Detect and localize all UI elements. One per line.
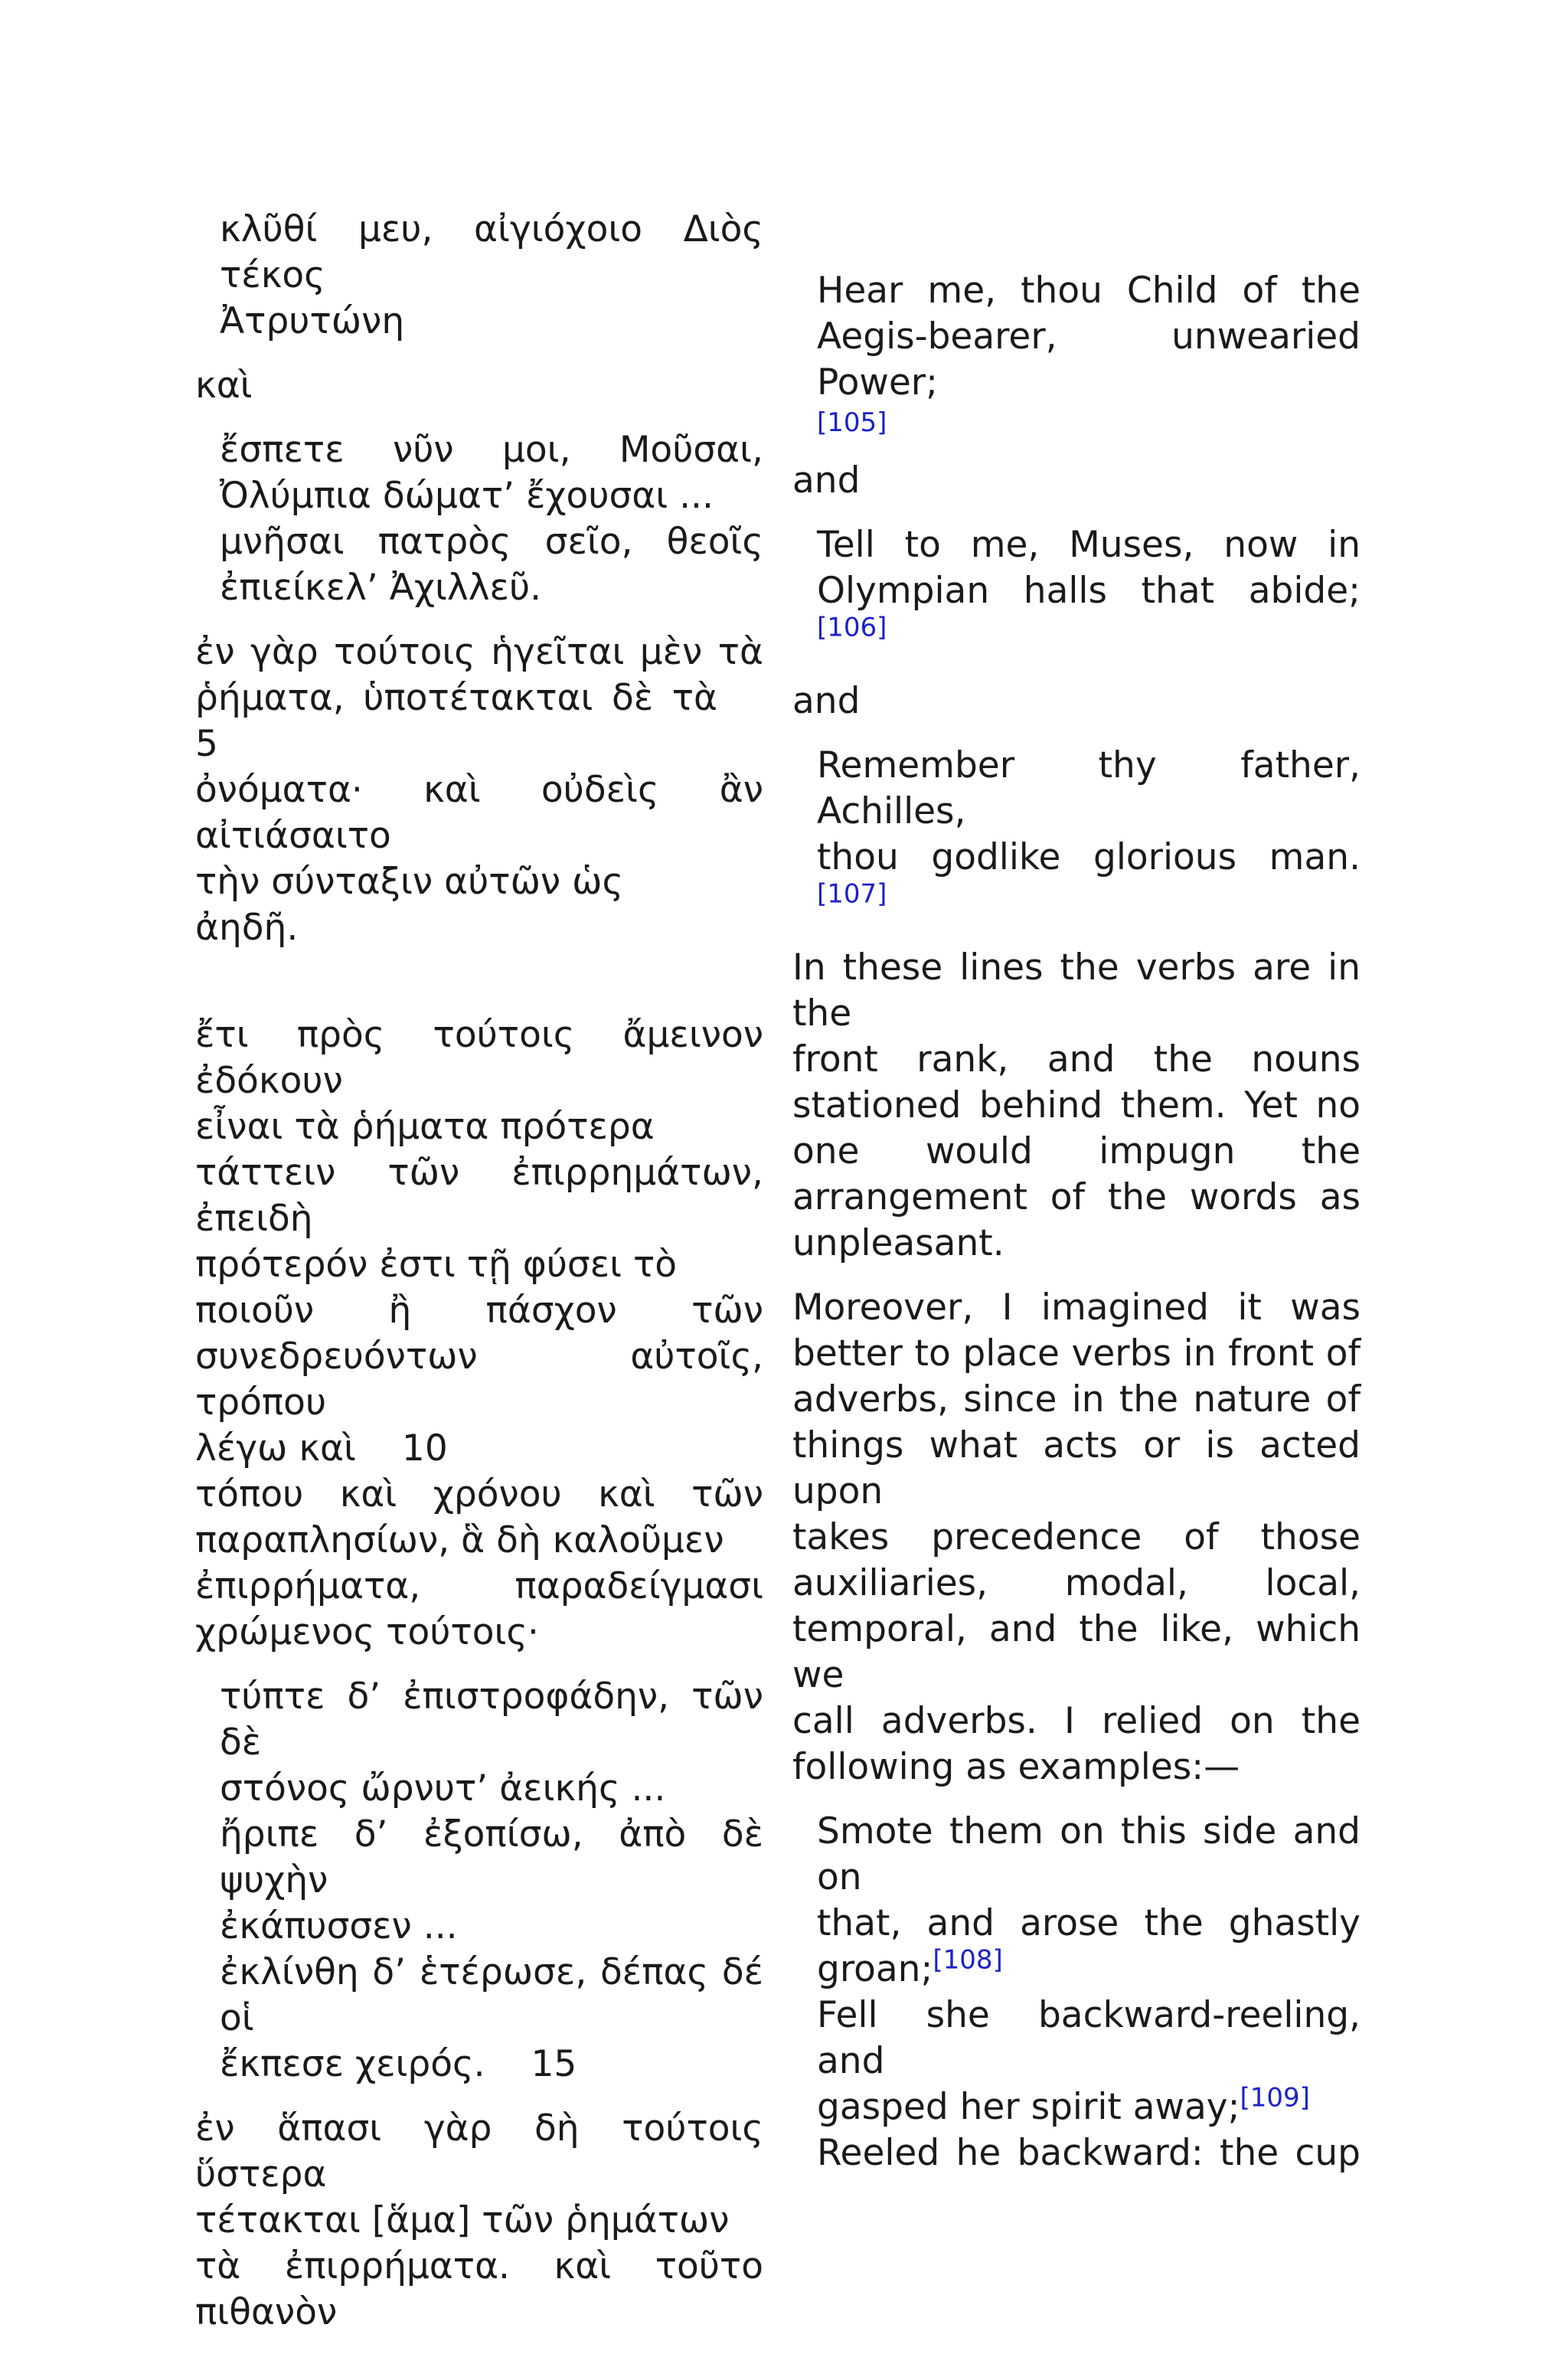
text-line: call adverbs. I relied on the bbox=[792, 1700, 1361, 1742]
greek-paragraph-1 bbox=[195, 629, 763, 951]
text-line: temporal, and the like, which we bbox=[792, 1608, 1361, 1696]
text-line: τέτακται [ἅμα] τῶν ῥημάτων bbox=[195, 2199, 730, 2241]
verse-line: Fell she backward-reeling, and bbox=[817, 1994, 1361, 2082]
text-line: front rank, and the nouns bbox=[792, 1038, 1361, 1081]
verse-line: Remember thy father, Achilles, bbox=[817, 744, 1361, 832]
text-line bbox=[195, 675, 763, 767]
text-line: better to place verbs in front of bbox=[792, 1332, 1361, 1375]
verse-line: τύπτε δ’ ἐπιστροφάδην, τῶν δὲ bbox=[220, 1676, 763, 1764]
text-span: ῥήματα, ὑποτέτακται δὲ τὰ bbox=[195, 677, 717, 719]
line-number: 15 bbox=[531, 2043, 577, 2085]
verse-line: that, and arose the ghastly bbox=[817, 1902, 1361, 1944]
text-line: In these lines the verbs are in the bbox=[792, 947, 1361, 1035]
verse-line: Ὀλύμπια δώματ’ ἔχουσαι ... bbox=[220, 475, 714, 517]
text-line bbox=[195, 1426, 763, 1472]
text-span: λέγω καὶ bbox=[195, 1427, 356, 1470]
text-line: auxiliaries, modal, local, bbox=[792, 1562, 1361, 1604]
verse-line bbox=[220, 2042, 763, 2088]
verse-line bbox=[817, 1944, 1361, 1993]
english-verse-athena bbox=[817, 268, 1361, 440]
verse-line: ἤριπε δ’ ἐξοπίσω, ἀπὸ δὲ ψυχὴν bbox=[220, 1813, 763, 1901]
text-line: χρώμενος τούτοις· bbox=[195, 1611, 539, 1653]
verse-line: Smote them on this side and on bbox=[817, 1810, 1361, 1898]
verse-line: Tell to me, Muses, now in bbox=[817, 524, 1361, 566]
english-verse-achilles bbox=[817, 743, 1361, 927]
verse-line bbox=[817, 835, 1361, 927]
greek-verse-muses bbox=[220, 427, 763, 611]
line-number: 5 bbox=[195, 723, 218, 765]
verse-line bbox=[220, 207, 763, 299]
text-span: groan; bbox=[817, 1948, 933, 1990]
footnote-link-107[interactable]: [107] bbox=[817, 878, 887, 910]
verse-line: Hear me, thou Child of the bbox=[817, 270, 1361, 312]
text-line: συνεδρευόντων αὐτοῖς, τρόπου bbox=[195, 1336, 763, 1424]
text-span: gasped her spirit away; bbox=[817, 2086, 1240, 2128]
verse-text: κλῦθί μευ, αἰγιόχοιο Διὸς τέκος bbox=[220, 208, 763, 296]
text-line: τάττειν τῶν ἐπιρρημάτων, ἐπειδὴ bbox=[195, 1152, 763, 1240]
verse-line: ἔσπετε νῦν μοι, Μοῦσαι, bbox=[220, 429, 763, 471]
footnote-link-105[interactable]: [105] bbox=[817, 407, 887, 438]
footnote-link-109[interactable]: [109] bbox=[1240, 2082, 1310, 2114]
english-column bbox=[792, 268, 1361, 2195]
text-line: ἔτι πρὸς τούτοις ἄμεινον ἐδόκουν bbox=[195, 1014, 763, 1102]
line-number: 10 bbox=[401, 1427, 448, 1470]
greek-column bbox=[195, 207, 763, 2354]
greek-conjunction: καὶ bbox=[195, 365, 253, 407]
text-line: adverbs, since in the nature of bbox=[792, 1378, 1361, 1421]
text-line: things what acts or is acted upon bbox=[792, 1424, 1361, 1512]
text-line: unpleasant. bbox=[792, 1222, 1004, 1264]
text-line: τὰ ἐπιρρήματα. καὶ τοῦτο πιθανὸν bbox=[195, 2245, 763, 2333]
text-line: stationed behind them. Yet no bbox=[792, 1084, 1361, 1126]
verse-line: μνῆσαι πατρὸς σεῖο, θεοῖς bbox=[220, 521, 763, 563]
verse-line: ἐπιείκελ’ Ἀχιλλεῦ. bbox=[220, 567, 542, 609]
english-paragraph-1 bbox=[792, 945, 1361, 1267]
verse-line: ἐκλίνθη δ’ ἑτέρωσε, δέπας δέ οἱ bbox=[220, 1951, 763, 2039]
verse-line: στόνος ὤρνυτ’ ἀεικής ... bbox=[220, 1767, 666, 1810]
text-line: ἐπιρρήματα, παραδείγμασι bbox=[195, 1565, 763, 1607]
text-span: Olympian halls that abide; bbox=[817, 570, 1361, 612]
text-span: thou godlike glorious man. bbox=[817, 836, 1361, 878]
text-line: arrangement of the words as bbox=[792, 1176, 1361, 1218]
text-line: Moreover, I imagined it was bbox=[792, 1287, 1361, 1329]
english-paragraph-2 bbox=[792, 1285, 1361, 1790]
verse-line: Ἀτρυτώνη bbox=[220, 300, 405, 342]
text-line: παραπλησίων, ἃ δὴ καλοῦμεν bbox=[195, 1519, 724, 1561]
verse-line bbox=[817, 568, 1361, 660]
text-line: πρότερόν ἐστι τῇ φύσει τὸ bbox=[195, 1244, 678, 1286]
spacer bbox=[195, 969, 763, 1012]
text-line: τὴν σύνταξιν αὐτῶν ὡς bbox=[195, 861, 624, 903]
text-line: ποιοῦν ἢ πάσχον τῶν bbox=[195, 1290, 763, 1332]
text-span: ἔκπεσε χειρός. bbox=[220, 2043, 485, 2085]
text-line: one would impugn the bbox=[792, 1130, 1361, 1172]
greek-paragraph-3 bbox=[195, 2106, 763, 2336]
text-line: εἶναι τὰ ῥήματα πρότερα bbox=[195, 1106, 655, 1148]
greek-verse-battle bbox=[220, 1674, 763, 2088]
verse-line bbox=[817, 2084, 1361, 2130]
text-line: τόπου καὶ χρόνου καὶ τῶν bbox=[195, 1473, 763, 1515]
text-line: takes precedence of those bbox=[792, 1516, 1361, 1558]
verse-line: Aegis-bearer, unwearied Power; bbox=[817, 316, 1361, 404]
greek-paragraph-2 bbox=[195, 1012, 763, 1656]
text-line: ὀνόματα· καὶ οὐδεὶς ἂν αἰτιάσαιτο bbox=[195, 769, 763, 857]
verse-line: ἐκάπυσσεν ... bbox=[220, 1905, 458, 1947]
greek-verse-athena bbox=[220, 207, 763, 345]
text-line: ἐν ἅπασι γὰρ δὴ τούτοις ὕστερα bbox=[195, 2107, 763, 2195]
english-conjunction: and bbox=[792, 459, 861, 502]
english-conjunction: and bbox=[792, 680, 861, 722]
text-line: ἐν γὰρ τούτοις ἡγεῖται μὲν τὰ bbox=[195, 631, 763, 673]
text-line: ἀηδῆ. bbox=[195, 907, 299, 949]
text-line: following as examples:— bbox=[792, 1746, 1240, 1788]
footnote-link-106[interactable]: [106] bbox=[817, 612, 887, 643]
english-verse-battle bbox=[817, 1809, 1361, 2176]
footnote-link-108[interactable]: [108] bbox=[933, 1944, 1003, 1976]
english-verse-muses bbox=[817, 522, 1361, 660]
verse-line: Reeled he backward: the cup bbox=[817, 2132, 1361, 2174]
